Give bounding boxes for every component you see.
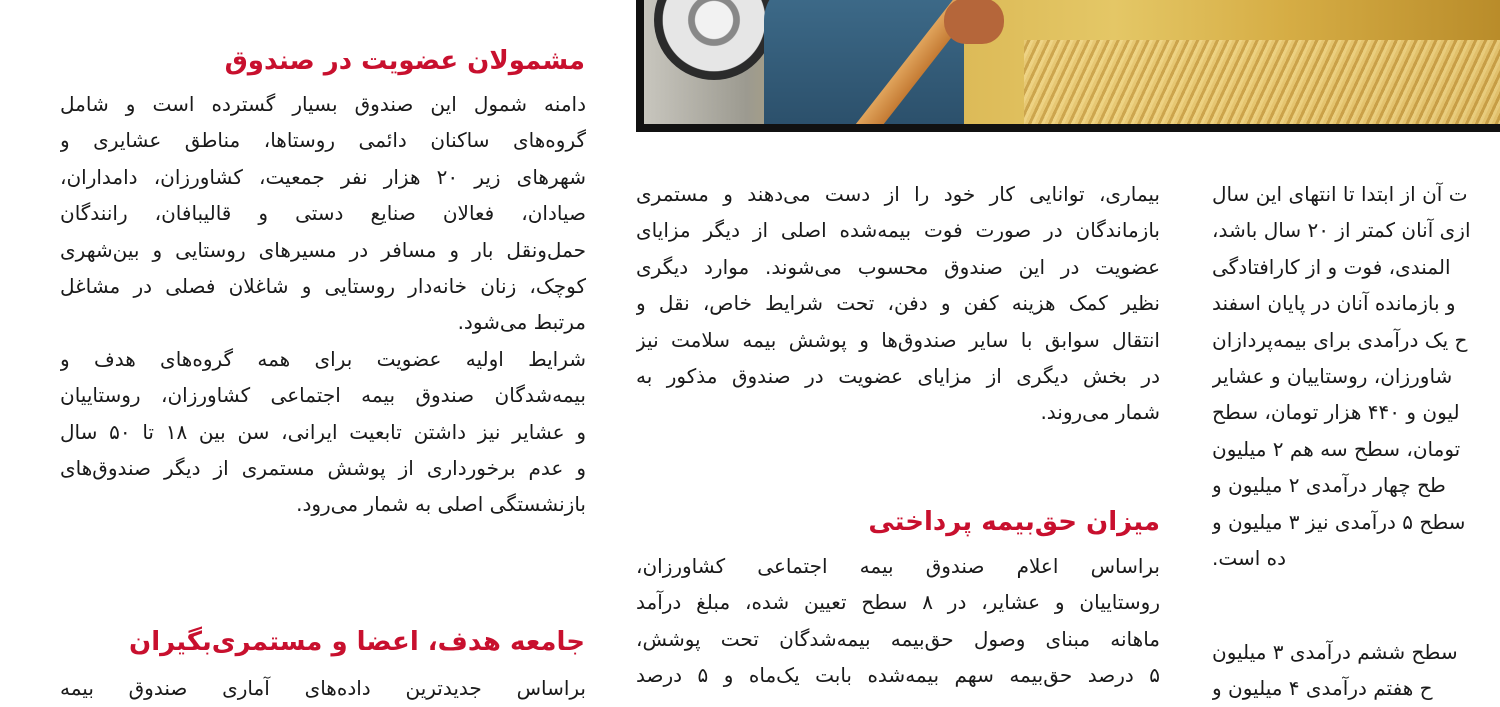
section-heading-target-community: جامعه هدف، اعضا و مستمری‌بگیران — [129, 627, 585, 657]
text-line: شاورزان، روستاییان و عشایر — [1212, 363, 1453, 388]
text-line: تومان، سطح سه هم ۲ میلیون — [1212, 436, 1461, 461]
text-line: براساس جدیدترین داده‌های آماری صندوق بیمه — [60, 676, 586, 700]
text-line: شهرهای زیر ۲۰ هزار نفر جمعیت، کشاورزان، دامداران، — [60, 164, 586, 189]
text-line: بازنشستگی اصلی به شمار می‌رود. — [296, 492, 586, 517]
right-paragraph-1 — [1212, 176, 1500, 576]
text-line: ماهانه مبنای وصول حق‌بیمه بیمه‌شدگان تحت پوشش، — [636, 626, 1160, 651]
left-paragraph-3 — [60, 670, 586, 706]
text-line: شمار می‌روند. — [1040, 400, 1160, 425]
text-line: و عشایر نیز داشتن تابعیت ایرانی، سن بین ۱۸ تا ۵۰ سال — [60, 419, 586, 444]
text-line: حمل‌ونقل بار و مسافر در مسیرهای روستایی و بین‌شهری — [60, 237, 586, 262]
section-heading-eligible: مشمولان عضویت در صندوق — [224, 46, 585, 76]
text-line: ت آن از ابتدا تا انتهای این سال — [1212, 182, 1468, 206]
text-line: روستاییان و عشایر، در ۸ سطح تعیین شده، مبلغ درآمد — [636, 590, 1160, 615]
text-line: بیمه‌شدگان صندوق بیمه اجتماعی کشاورزان، روستاییان — [60, 383, 586, 408]
middle-paragraph-2 — [636, 548, 1160, 694]
text-line: مرتبط می‌شود. — [457, 310, 586, 335]
text-line: بازماندگان در صورت فوت بیمه‌شده اصلی از دیگر مزایای — [636, 218, 1160, 243]
text-line: ده است. — [1212, 545, 1287, 570]
text-line: طح چهار درآمدی ۲ میلیون و — [1212, 473, 1446, 498]
text-line: گروه‌های ساکنان دائمی روستاها، مناطق عشایری و — [60, 128, 586, 153]
middle-paragraph-1 — [636, 176, 1160, 431]
section-heading-premium: میزان حق‌بیمه پرداختی — [868, 507, 1160, 537]
text-line: لیون و ۴۴۰ هزار تومان، سطح — [1212, 400, 1460, 425]
left-paragraph-1 — [60, 86, 586, 523]
text-line: و بازمانده آنان در پایان اسفند — [1212, 291, 1456, 316]
text-line: ح هفتم درآمدی ۴ میلیون و — [1212, 676, 1433, 701]
text-line: سطح ششم درآمدی ۳ میلیون — [1212, 640, 1458, 664]
text-line: ح یک درآمدی برای بیمه‌پردازان — [1212, 327, 1468, 352]
text-line: سطح ۵ درآمدی نیز ۳ میلیون و — [1212, 509, 1466, 534]
text-line: نظیر کمک هزینه کفن و دفن، تحت شرایط خاص، نقل و — [636, 291, 1160, 316]
text-line: ۵ درصد حق‌بیمه سهم بیمه‌شده بابت یک‌ماه و ۵ درصد — [636, 663, 1160, 688]
farmer-hand — [944, 0, 1004, 44]
right-paragraph-2 — [1212, 634, 1500, 707]
text-line: عضویت در این صندوق محسوب می‌شوند. موارد دیگری — [636, 254, 1160, 279]
farmer-photo — [636, 0, 1500, 132]
text-line: در بخش دیگری از مزایای عضویت در صندوق مذکور به — [636, 363, 1160, 388]
straw-pile — [1024, 40, 1500, 124]
text-line: صیادان، فعالان صنایع دستی و قالیبافان، رانندگان — [60, 201, 586, 226]
text-line: بیماری، توانایی کار خود را از دست می‌دهند و مستمری — [636, 182, 1160, 206]
text-line: براساس اعلام صندوق بیمه اجتماعی کشاورزان، — [636, 554, 1160, 578]
text-line: انتقال سوابق با سایر صندوق‌ها و پوشش بیمه سلامت نیز — [636, 327, 1160, 352]
text-line: و عدم برخورداری از پوشش مستمری از دیگر صندوق‌های — [60, 455, 586, 480]
text-line: شرایط اولیه عضویت برای همه گروه‌های هدف و — [60, 346, 586, 371]
text-line: دامنه شمول این صندوق بسیار گسترده است و شامل — [60, 92, 586, 116]
text-line: المندی، فوت و از کارافتادگی — [1212, 254, 1451, 279]
farmer-figure — [764, 0, 964, 124]
text-line: ازی آنان کمتر از ۲۰ سال باشد، — [1212, 218, 1471, 243]
text-line: کوچک، زنان خانه‌دار روستایی و شاغلان فصلی در مشاغل — [60, 273, 586, 298]
